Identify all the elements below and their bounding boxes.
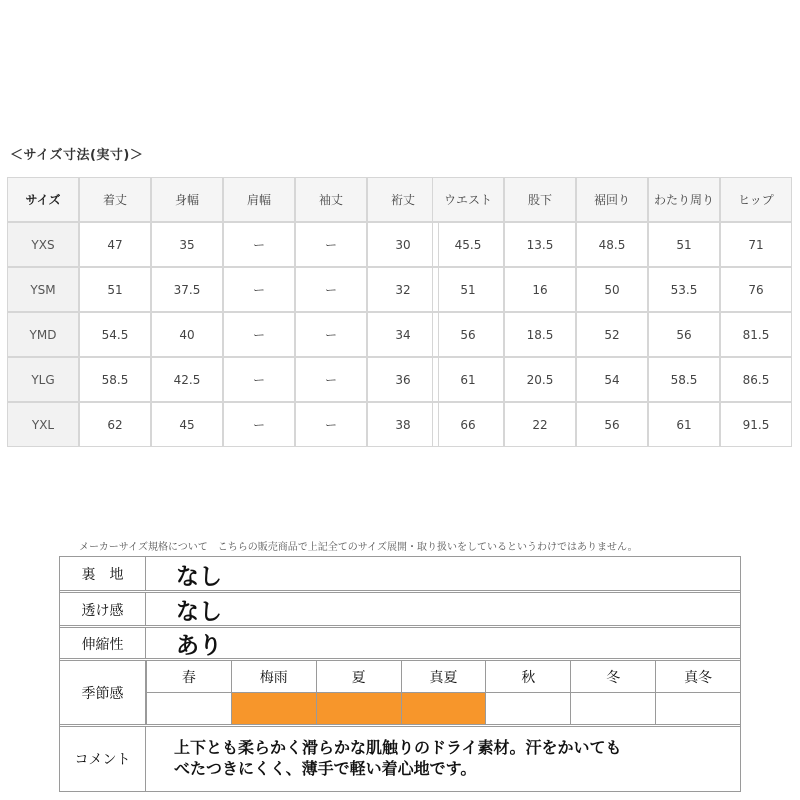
size-table-right [432, 177, 792, 447]
table-cell: ー [223, 312, 295, 357]
season-name: 真夏 [401, 661, 486, 692]
table-row [432, 267, 792, 312]
season-indicator [146, 693, 231, 724]
table-cell: 40 [151, 312, 223, 357]
table-row [432, 312, 792, 357]
season-indicator [485, 693, 570, 724]
table-cell: 34 [367, 312, 439, 357]
season-indicator [570, 693, 655, 724]
table-cell: 47 [79, 222, 151, 267]
table-cell: 53.5 [648, 267, 720, 312]
table-cell: 48.5 [576, 222, 648, 267]
season-indicator [655, 693, 740, 724]
table-cell: 58.5 [79, 357, 151, 402]
table-cell: 50 [576, 267, 648, 312]
table-cell: 20.5 [504, 357, 576, 402]
size-label: YMD [7, 312, 79, 357]
table-cell: ー [295, 357, 367, 402]
table-cell: 58.5 [648, 357, 720, 402]
table-cell: 36 [367, 357, 439, 402]
table-cell: 35 [151, 222, 223, 267]
table-row [7, 267, 439, 312]
header-shoulder: 肩幅 [223, 177, 295, 222]
table-cell: 38 [367, 402, 439, 447]
table-cell: 22 [504, 402, 576, 447]
table-cell: 56 [576, 402, 648, 447]
table-row [7, 222, 439, 267]
table-cell: 37.5 [151, 267, 223, 312]
size-chart-title: ＜サイズ寸法(実寸)＞ [10, 148, 144, 163]
table-cell: 61 [648, 402, 720, 447]
table-cell: 32 [367, 267, 439, 312]
season-name: 真冬 [655, 661, 740, 692]
season-name: 春 [146, 661, 231, 692]
comment-text [146, 727, 740, 791]
size-label: YXS [7, 222, 79, 267]
header-hip: ヒップ [720, 177, 792, 222]
table-cell: 45.5 [432, 222, 504, 267]
header-waist: ウエスト [432, 177, 504, 222]
size-table-right-header [432, 177, 792, 222]
table-cell: ー [223, 222, 295, 267]
table-cell: ー [295, 267, 367, 312]
comment-label: コメント [60, 727, 146, 791]
header-length: 着丈 [79, 177, 151, 222]
table-cell: 54.5 [79, 312, 151, 357]
stretch-value: あり [176, 633, 222, 659]
table-cell: ー [295, 222, 367, 267]
stretch-label: 伸縮性 [60, 628, 146, 659]
table-cell: 91.5 [720, 402, 792, 447]
size-label: YXL [7, 402, 79, 447]
table-row [432, 222, 792, 267]
header-width: 身幅 [151, 177, 223, 222]
season-name: 梅雨 [231, 661, 316, 692]
table-cell: 56 [648, 312, 720, 357]
season-indicator-active [231, 693, 316, 724]
lining-label: 裏 地 [60, 557, 146, 591]
table-cell: 30 [367, 222, 439, 267]
table-row [432, 357, 792, 402]
table-cell: 76 [720, 267, 792, 312]
table-cell: 71 [720, 222, 792, 267]
comment-line-1: 上下とも柔らかく滑らかな肌触りのドライ素材。汗をかいても [174, 738, 622, 757]
header-size: サイズ [7, 177, 79, 222]
table-cell: 62 [79, 402, 151, 447]
header-hem: 裾回り [576, 177, 648, 222]
table-cell: 13.5 [504, 222, 576, 267]
table-cell: ー [223, 357, 295, 402]
table-cell: 51 [79, 267, 151, 312]
header-sleeve: 袖丈 [295, 177, 367, 222]
table-cell: 18.5 [504, 312, 576, 357]
season-name: 秋 [485, 661, 570, 692]
spec-table [59, 556, 741, 792]
table-cell: ー [295, 312, 367, 357]
table-cell: 54 [576, 357, 648, 402]
table-row [7, 312, 439, 357]
lining-value: なし [176, 563, 222, 590]
table-cell: 51 [432, 267, 504, 312]
table-cell: ー [223, 402, 295, 447]
table-row [432, 402, 792, 447]
table-cell: 52 [576, 312, 648, 357]
sheer-label: 透け感 [60, 593, 146, 626]
size-table-left-header [7, 177, 439, 222]
season-indicator-active [401, 693, 486, 724]
season-name: 冬 [570, 661, 655, 692]
table-cell: 56 [432, 312, 504, 357]
size-label: YSM [7, 267, 79, 312]
header-inseam: 股下 [504, 177, 576, 222]
table-cell: 42.5 [151, 357, 223, 402]
sheer-value: なし [176, 599, 222, 625]
size-label: YLG [7, 357, 79, 402]
table-cell: 16 [504, 267, 576, 312]
season-label: 季節感 [60, 661, 146, 725]
table-cell: 66 [432, 402, 504, 447]
table-cell: ー [295, 402, 367, 447]
header-yuki: 裄丈 [367, 177, 439, 222]
table-row [7, 357, 439, 402]
season-name: 夏 [316, 661, 401, 692]
season-indicator-active [316, 693, 401, 724]
comment-line-2: べたつきにくく、薄手で軽い着心地です。 [174, 759, 477, 778]
table-cell: 86.5 [720, 357, 792, 402]
table-cell: 61 [432, 357, 504, 402]
header-thigh: わたり周り [648, 177, 720, 222]
size-notice: メーカーサイズ規格について こちらの販売商品で上記全てのサイズ展開・取り扱いをしているというわけではありません。 [79, 542, 638, 553]
table-cell: 45 [151, 402, 223, 447]
table-cell: ー [223, 267, 295, 312]
table-row [7, 402, 439, 447]
table-cell: 81.5 [720, 312, 792, 357]
size-table-left [7, 177, 439, 447]
table-cell: 51 [648, 222, 720, 267]
